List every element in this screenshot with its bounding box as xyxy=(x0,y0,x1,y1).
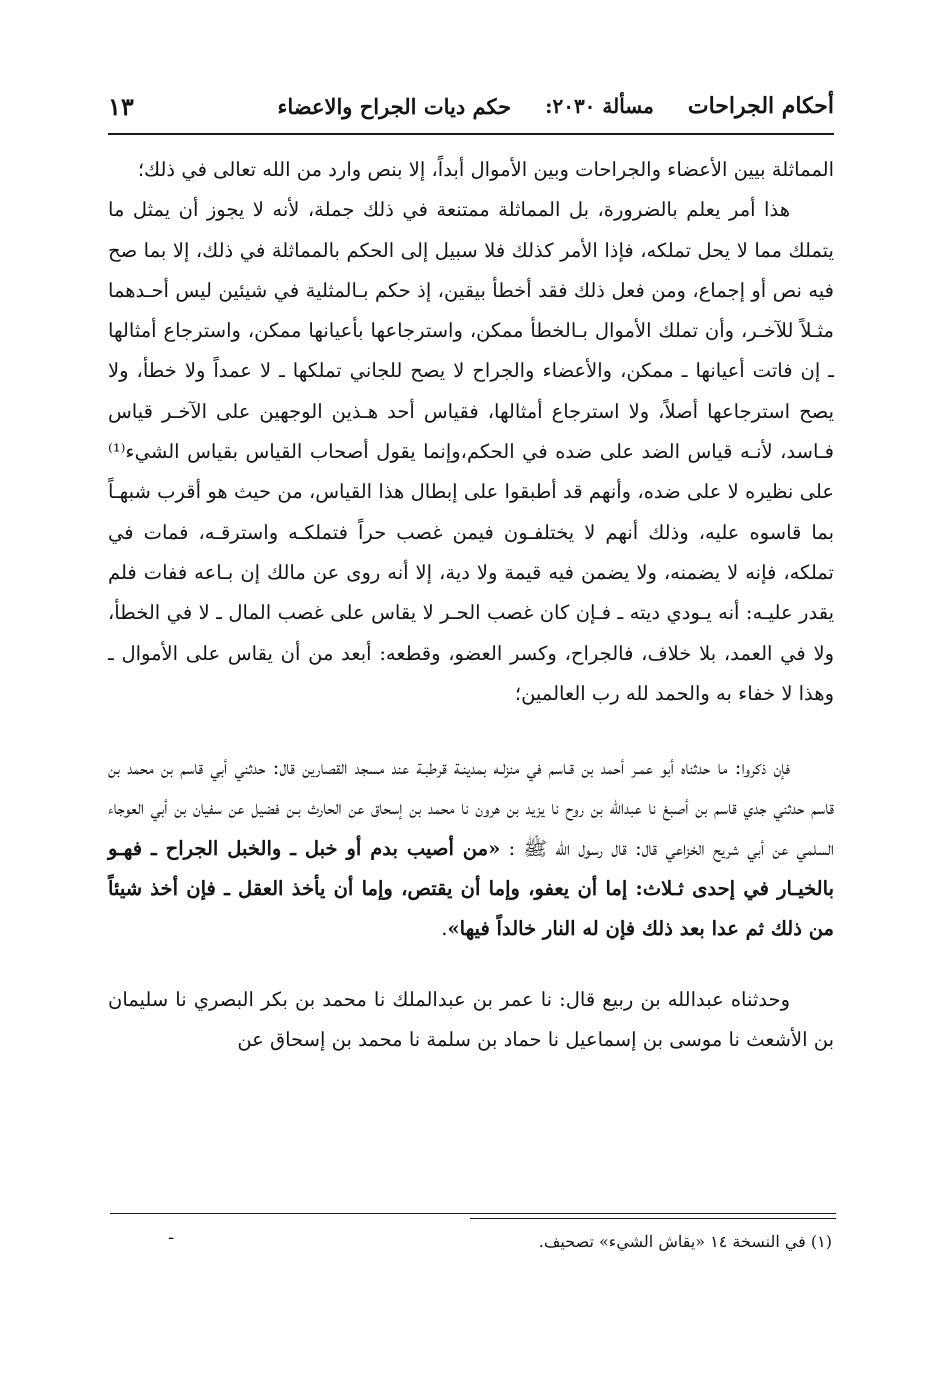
paragraph-4: وحدثناه عبدالله بن ربيع قال: نا عمر بن عبدالملك نا محمد بن بكر البصري نا سليمان بن الأشعث نا موسى بن إسماعيل نا حماد بن سلمة نا محمد بن إسحاق عن xyxy=(108,987,834,1051)
paragraph-gap xyxy=(108,714,834,748)
footnote: (١) في النسخة ١٤ «يقاش الشيء» تصحيف. xyxy=(538,1232,832,1251)
main-text xyxy=(108,150,834,1060)
header-titles xyxy=(277,93,834,119)
issue-title: حكم ديات الجراح والاعضاء xyxy=(277,93,512,119)
running-header xyxy=(108,86,834,126)
paragraph-1: المماثلة بيين الأعضاء والجراحات وبين الأموال أبداً، إلا بنص وارد من الله تعالى في ذلك؛ xyxy=(137,158,834,181)
footnote-rule-short xyxy=(470,1218,836,1219)
paragraph-3 xyxy=(108,748,834,949)
book-title: أحكام الجراحات xyxy=(687,93,834,119)
issue-label: مسألة ٢٠٣٠: xyxy=(545,94,654,118)
isnad-text: فإن ذكروا: ما حدثناه أبو عمـر أحمد بن قـاسم في منزلـه بمدينـة قرطبـة عند مسجد القصارين قال: حدثني أبي قاسم بن محمد بن قاسم حدثني جدي قاسم بن أصبغ نا عبدالله بن روح نا يزيد بن هرون نا محمد بن إسحاق عن الحارث بـن فضيل عن سفيان بن أبي العوجاء السلمي عن أبي شريح الخزاعي قال: قال رسول الله ﷺ : xyxy=(108,756,834,860)
header-rule xyxy=(108,133,834,135)
hadith-end-mark: . xyxy=(441,917,448,941)
paragraph-2: هذا أمر يعلم بالضرورة، بل المماثلة ممتنعة في ذلك جملة، لأنه لا يجوز أن يمثل ما يتملك مما لا يحل تملكه، فإذا الأمر كذلك فلا سبيل إلى الحكم بالمماثلة في ذلك، إلا بما صح فيه نص أو إجماع، ومن فعل ذلك فقد أخطأ بيقين، إذ حكم بـالمثلية في شيئين ليس أحـدهما مثـلاً للآخـر، وأن تملك الأموال بـالخطأ ممكن، واسترجاعها بأعيانها ممكن، واسترجاع أمثالها ـ إن فاتت أعيانها ـ ممكن، والأعضاء والجراح لا يصح للجاني تملكها ـ لا عمداً ولا خطأ، ولا يصح استرجاعها أصلاً، ولا استرجاع أمثالها، فقياس أحد هـذين الوجهين على الآخـر قياس فـاسد، لأنـه قياس الضد على ضده في الحكم،وإنما يقول أصحاب القياس بقياس الشيء⁽¹⁾على نظيره لا على ضده، وأنهم قد أطبقوا على إبطال هذا القياس، من حيث هو أقرب شبهـاً بما قاسوه عليه، وذلك أنهم لا يختلفـون فيمن غصب حراً فتملكـه واسترقـه، فمات في تملكه، فإنه لا يضمنه، ولا يضمن فيه قيمة ولا دية، إلا أنه روى عن مالك إن بـاعه ففات فلم يقدر عليـه: أنه يـودي ديته ـ فـإن كان غصب الحـر لا يقاس على غصب المال ـ لا في الخطأ، ولا في العمد، بلا خلاف، فالجراح، وكسر العضو، وقطعه: أبعد من أن يقاس على الأموال ـ وهذا لا خفاء به والحمد لله رب العالمين؛ xyxy=(108,198,834,705)
hadith-text: «من أصيب بدم أو خبل ـ والخبل الجراح ـ فهـو بالخيـار في إحدى ثـلاث: إما أن يعفو، وإما أن يقتص، وإما أن يأخذ العقل ـ فإن أخذ شيئاً من ذلك ثم عدا بعد ذلك فإن له النار خالداً فيها» xyxy=(108,836,834,941)
footnote-rule xyxy=(110,1213,836,1214)
footnote-side-mark: - xyxy=(168,1227,175,1248)
paragraph-gap xyxy=(108,950,834,980)
page-number: ١٣ xyxy=(108,91,134,121)
